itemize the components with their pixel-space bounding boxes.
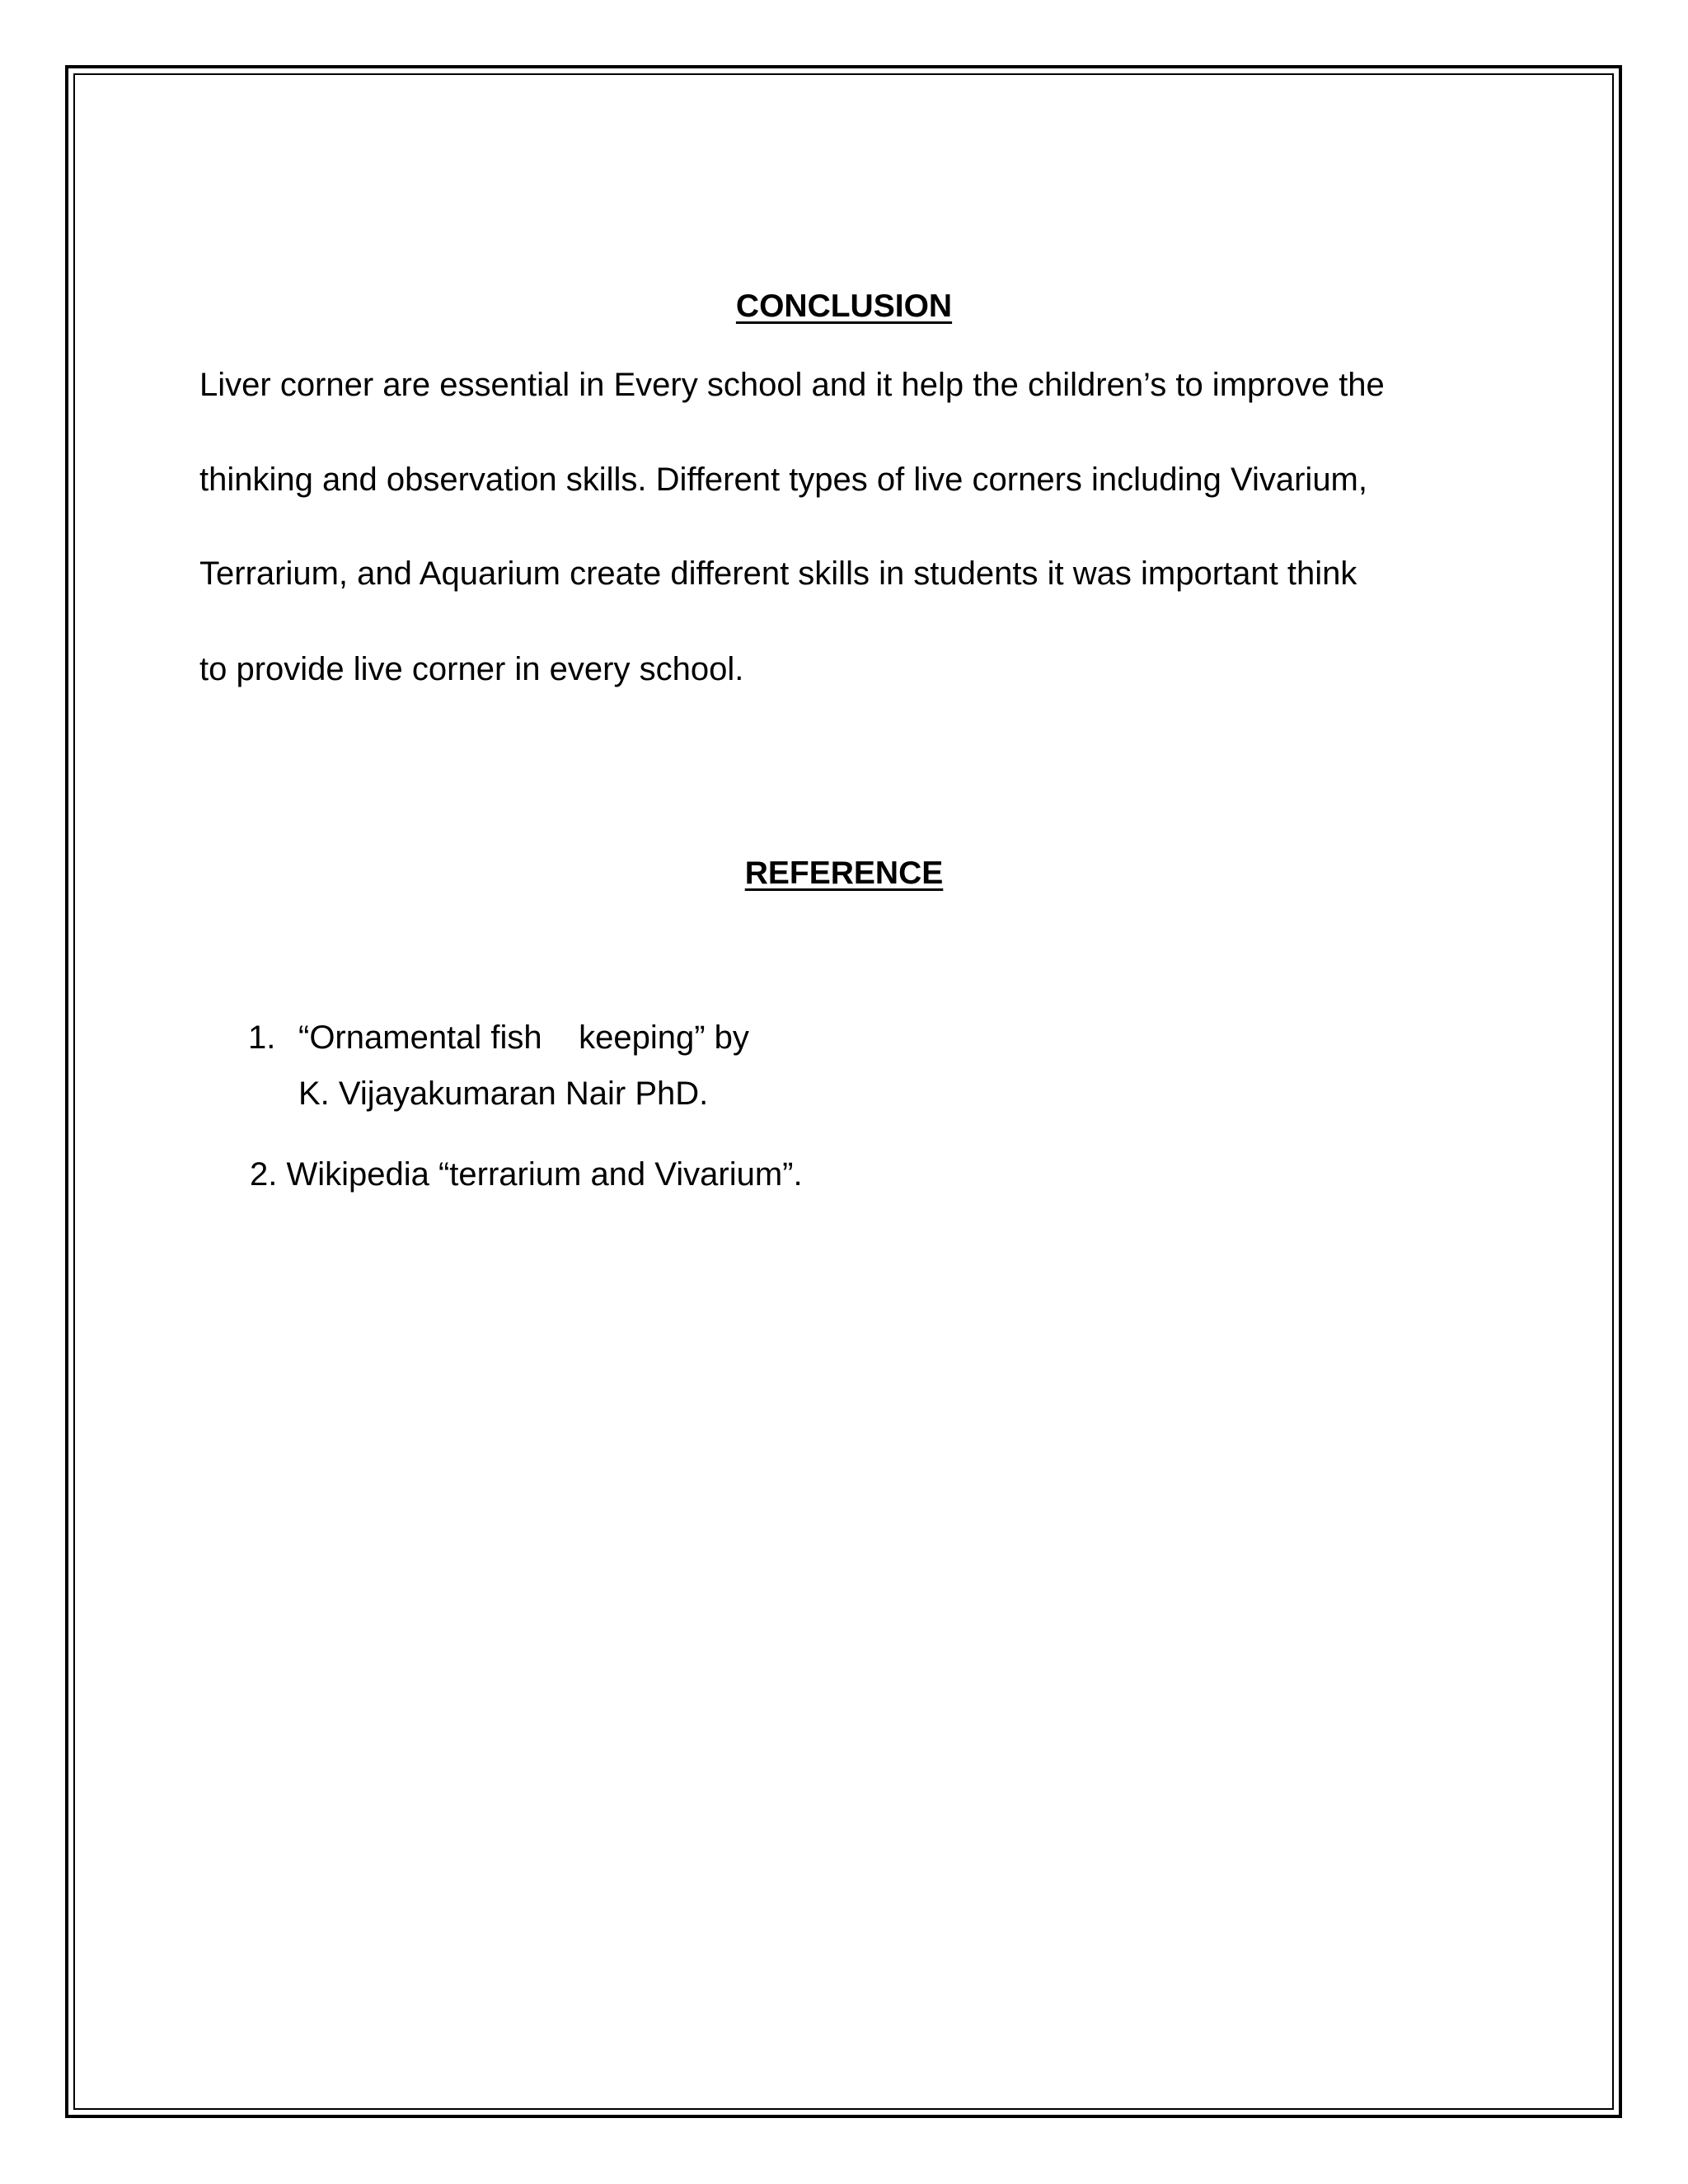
reference-item-1-author: K. Vijayakumaran Nair PhD. (298, 1076, 709, 1112)
conclusion-line-3: Terrarium, and Aquarium create different skills in students it was important think (199, 555, 1357, 592)
reference-heading-text: REFERENCE (744, 855, 944, 891)
conclusion-heading (0, 286, 1688, 327)
reference-heading (0, 853, 1688, 894)
conclusion-line-2: thinking and observation skills. Different types of live corners including Vivarium, (199, 462, 1367, 498)
reference-item-2: 2. Wikipedia “terrarium and Vivarium”. (250, 1156, 803, 1193)
reference-item-1-number: 1. (248, 1019, 276, 1056)
reference-item-1-title: “Ornamental fish keeping” by (298, 1019, 749, 1056)
conclusion-heading-text: CONCLUSION (735, 288, 953, 324)
conclusion-line-4: to provide live corner in every school. (199, 651, 744, 687)
conclusion-line-1: Liver corner are essential in Every school and it help the children’s to improve the (199, 367, 1385, 403)
